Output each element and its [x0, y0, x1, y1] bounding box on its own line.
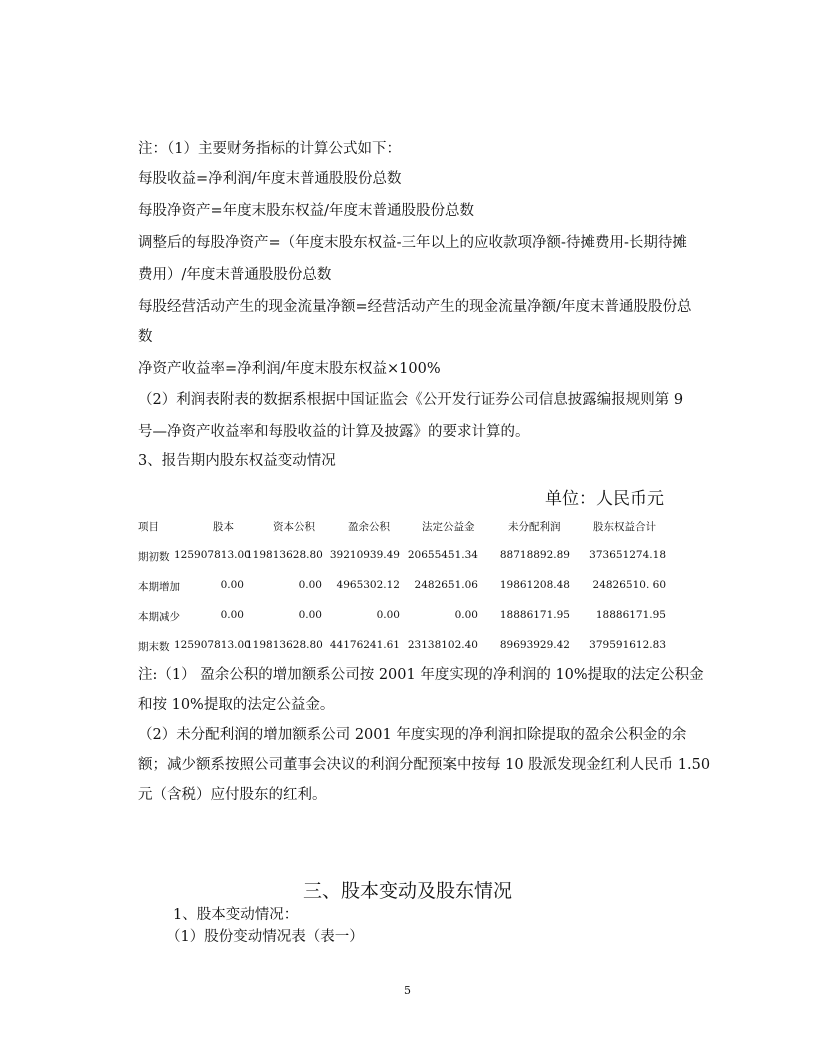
page-number: 5	[404, 984, 411, 997]
row-label: 期初数	[138, 551, 170, 563]
cell-retained-earnings: 89693929.42	[499, 639, 570, 651]
header-item: 项目	[138, 521, 159, 533]
note-navps-formula: 每股净资产=年度末股东权益/年度末普通股股份总数	[138, 203, 475, 219]
section-heading: 三、股本变动及股东情况	[302, 880, 512, 902]
note-roe-formula: 净资产收益率=净利润/年度末股东权益×100%	[138, 361, 441, 377]
note-formula-intro: 注：（1）主要财务指标的计算公式如下：	[138, 141, 401, 157]
cell-statutory-welfare: 20655451.34	[407, 549, 478, 561]
cell-surplus-reserve: 39210939.49	[329, 549, 400, 561]
note-eps-formula: 每股收益=净利润/年度末普通股股份总数	[138, 171, 402, 187]
header-retained-earnings: 未分配利润	[508, 521, 561, 533]
header-share-capital: 股本	[213, 521, 234, 533]
cell-total-equity: 379591612.83	[589, 639, 666, 651]
cell-statutory-welfare: 23138102.40	[407, 639, 478, 651]
sub-item-share-changes: 1、股本变动情况：	[173, 907, 299, 923]
cell-share-capital: 125907813.00	[174, 549, 251, 561]
cell-share-capital: 0.00	[220, 579, 244, 591]
header-total-equity: 股东权益合计	[593, 521, 656, 533]
cell-statutory-welfare: 0.00	[454, 609, 478, 621]
note-cashflow-formula: 每股经营活动产生的现金流量净额=经营活动产生的现金流量净额/年度末普通股股份总	[138, 299, 692, 315]
cell-capital-reserve: 119813628.80	[246, 639, 323, 651]
note-adjusted-navps-formula-cont: 费用）/年度末普通股股份总数	[138, 267, 332, 283]
note-income-appendix: （2）利润表附表的数据系根据中国证监会《公开发行证券公司信息披露编报规则第 9	[138, 392, 684, 408]
cell-total-equity: 24826510. 60	[592, 579, 666, 591]
cell-capital-reserve: 119813628.80	[246, 549, 323, 561]
unit-label: 单位：人民币元	[545, 489, 664, 509]
cell-share-capital: 0.00	[220, 609, 244, 621]
note-cashflow-formula-cont: 数	[138, 329, 153, 345]
cell-capital-reserve: 0.00	[298, 609, 322, 621]
cell-statutory-welfare: 2482651.06	[414, 579, 478, 591]
sub-item-share-changes-table: （1）股份变动情况表（表一）	[166, 929, 364, 945]
header-statutory-welfare: 法定公益金	[422, 521, 475, 533]
note-retained-earnings-change-end: 元（含税）应付股东的红利。	[138, 787, 327, 803]
note-income-appendix-cont: 号—净资产收益率和每股收益的计算及披露》的要求计算的。	[138, 424, 530, 440]
cell-surplus-reserve: 4965302.12	[336, 579, 400, 591]
note-retained-earnings-change: （2）未分配利润的增加额系公司 2001 年度实现的净利润扣除提取的盈余公积金的余	[138, 727, 687, 743]
cell-total-equity: 18886171.95	[595, 609, 666, 621]
note-surplus-reserve-increase-cont: 和按 10%提取的法定公益金。	[138, 697, 335, 713]
cell-surplus-reserve: 44176241.61	[329, 639, 400, 651]
header-surplus-reserve: 盈余公积	[348, 521, 390, 533]
row-label: 本期减少	[138, 611, 180, 623]
cell-retained-earnings: 88718892.89	[499, 549, 570, 561]
cell-surplus-reserve: 0.00	[376, 609, 400, 621]
cell-retained-earnings: 19861208.48	[499, 579, 570, 591]
cell-share-capital: 125907813.00	[174, 639, 251, 651]
cell-total-equity: 373651274.18	[589, 549, 666, 561]
row-label: 本期增加	[138, 581, 180, 593]
row-label: 期末数	[138, 641, 170, 653]
note-retained-earnings-change-cont: 额；减少额系按照公司董事会决议的利润分配预案中按每 10 股派发现金红利人民币 1.50	[138, 757, 711, 773]
note-adjusted-navps-formula: 调整后的每股净资产=（年度末股东权益-三年以上的应收款项净额-待摊费用-长期待摊	[138, 235, 687, 251]
header-capital-reserve: 资本公积	[273, 521, 315, 533]
section-equity-changes-title: 3、报告期内股东权益变动情况	[138, 453, 336, 469]
cell-retained-earnings: 18886171.95	[499, 609, 570, 621]
cell-capital-reserve: 0.00	[298, 579, 322, 591]
note-surplus-reserve-increase: 注:（1） 盈余公积的增加额系公司按 2001 年度实现的净利润的 10%提取的法定公积金	[138, 667, 704, 683]
